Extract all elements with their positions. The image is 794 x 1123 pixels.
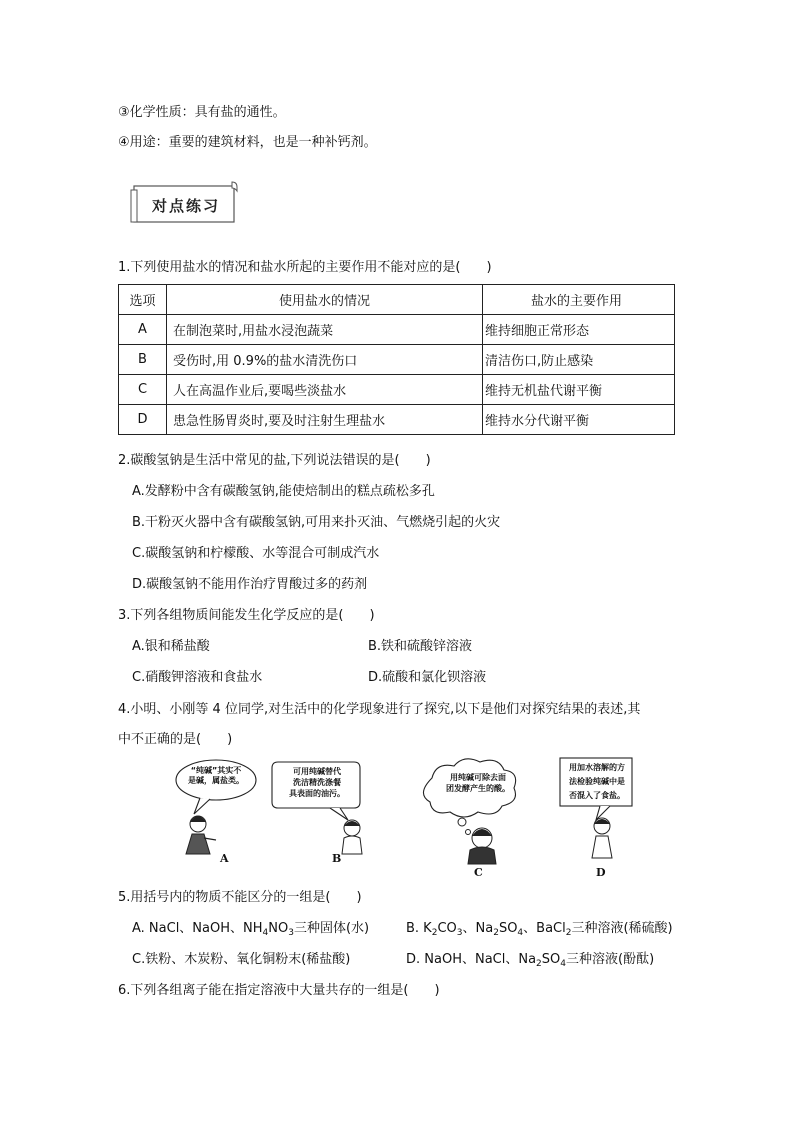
- table-row: [119, 315, 675, 345]
- table-row: [119, 345, 675, 375]
- bubble-a-text: [184, 766, 248, 786]
- q5-a-sub: 4: [262, 928, 269, 938]
- q3-stem: 3.下列各组物质间能发生化学反应的是( ): [118, 608, 375, 623]
- student-b-icon: [342, 820, 362, 854]
- q2-option-c: C.碳酸氢钠和柠檬酸、水等混合可制成汽水: [132, 546, 380, 561]
- student-d-icon: [592, 818, 612, 858]
- q5-b-part: 、Na: [462, 921, 494, 936]
- q1-table: [118, 284, 675, 435]
- q5-option-b: [406, 920, 673, 938]
- q5-b-sub: 4: [517, 928, 524, 938]
- section-title: 对点练习: [151, 196, 220, 215]
- q5-b-sub: 2: [565, 928, 572, 938]
- q5-b-part: 三种溶液(稀硫酸): [571, 921, 673, 936]
- q5-b-part: CO: [437, 921, 457, 936]
- caption-a: A: [220, 852, 229, 865]
- q2-option-d: D.碳酸氢钠不能用作治疗胃酸过多的药剂: [132, 577, 368, 592]
- bubble-c-line: 团发酵产生的酸。: [446, 784, 510, 793]
- bubble-c-text: [436, 772, 520, 794]
- q2-stem: 2.碳酸氢钠是生活中常见的盐,下列说法错误的是( ): [118, 453, 431, 468]
- table-cell: 维持水分代谢平衡: [483, 405, 675, 435]
- caption-b: B: [332, 852, 342, 865]
- table-header-cell: 盐水的主要作用: [483, 285, 675, 315]
- q5-d-sub: 4: [560, 959, 566, 969]
- student-c-icon: [468, 828, 496, 864]
- intro-line-4: ④用途：重要的建筑材料，也是一种补钙剂。: [118, 135, 377, 150]
- q3-option-d: D.硫酸和氯化钡溶液: [368, 670, 487, 685]
- table-cell: A: [119, 315, 167, 345]
- bubble-a-line: 是碱，属盐类。: [188, 776, 244, 785]
- caption-d: D: [596, 866, 606, 879]
- bubble-d-text: [562, 761, 632, 803]
- table-cell: 清洁伤口,防止感染: [483, 345, 675, 375]
- q6-stem: 6.下列各组离子能在指定溶液中大量共存的一组是( ): [118, 983, 440, 998]
- caption-c: C: [474, 866, 483, 879]
- table-cell: 在制泡菜时,用盐水浸泡蔬菜: [167, 315, 483, 345]
- q4-stem-line-2: 中不正确的是( ): [118, 732, 233, 747]
- q4-illustration: [170, 756, 690, 880]
- bubble-b-line: 具表面的油污。: [289, 789, 345, 798]
- q5-d-part: 三种溶液(酚酞): [566, 952, 655, 967]
- q2-option-a: A.发酵粉中含有碳酸氢钠,能使焙制出的糕点疏松多孔: [132, 484, 435, 499]
- q5-b-sub: 2: [431, 928, 438, 938]
- q1-stem: 1.下列使用盐水的情况和盐水所起的主要作用不能对应的是( ): [118, 260, 492, 275]
- table-cell: 维持细胞正常形态: [483, 315, 675, 345]
- q4-stem-line-1: 4.小明、小刚等 4 位同学,对生活中的化学现象进行了探究,以下是他们对探究结果的表述,其: [118, 702, 641, 717]
- q3-option-c: C.硝酸钾溶液和食盐水: [132, 670, 263, 685]
- table-cell: C: [119, 375, 167, 405]
- table-cell: 患急性肠胃炎时,要及时注射生理盐水: [167, 405, 483, 435]
- table-row: [119, 405, 675, 435]
- q5-b-sub: 3: [456, 928, 463, 938]
- student-a-icon: [186, 816, 216, 854]
- intro-line-3: ③化学性质：具有盐的通性。: [118, 105, 286, 120]
- q5-option-d: [406, 951, 654, 969]
- q5-option-a: [132, 920, 369, 938]
- section-banner: [128, 180, 240, 226]
- bubble-b-line: 洗洁精洗涤餐: [293, 778, 341, 787]
- table-header-row: [119, 285, 675, 315]
- table-cell: 维持无机盐代谢平衡: [483, 375, 675, 405]
- bubble-c-line: 用纯碱可除去面: [450, 773, 506, 782]
- q5-a-sub: 3: [288, 928, 294, 938]
- bubble-a-line: “纯碱”其实不: [190, 766, 242, 775]
- table-cell: 人在高温作业后,要喝些淡盐水: [167, 375, 483, 405]
- q5-d-part: SO: [541, 952, 561, 967]
- bubble-d-line: 法检验纯碱中是: [569, 777, 625, 786]
- q5-a-part: 三种固体(水): [293, 921, 370, 936]
- q5-b-sub: 2: [493, 928, 499, 938]
- q5-b-part: 、BaCl: [523, 921, 566, 936]
- table-cell: B: [119, 345, 167, 375]
- bubble-b-text: [276, 766, 358, 799]
- q5-d-sub: 2: [536, 959, 542, 969]
- bubble-d-line: 用加水溶解的方: [569, 763, 625, 772]
- q5-d-part: D. NaOH、NaCl、Na: [406, 952, 537, 967]
- q5-b-part: SO: [498, 921, 518, 936]
- bubble-d-line: 否混入了食盐。: [569, 791, 625, 800]
- q5-stem: 5.用括号内的物质不能区分的一组是( ): [118, 890, 362, 905]
- table-header-cell: 选项: [119, 285, 167, 315]
- q2-option-b: B.干粉灭火器中含有碳酸氢钠,可用来扑灭油、气燃烧引起的火灾: [132, 515, 501, 530]
- q3-option-b: B.铁和硫酸锌溶液: [368, 639, 473, 654]
- q5-option-c: C.铁粉、木炭粉、氧化铜粉末(稀盐酸): [132, 952, 351, 967]
- q5-b-part: B. K: [406, 921, 432, 936]
- q3-option-a: A.银和稀盐酸: [132, 639, 210, 654]
- table-cell: 受伤时,用 0.9%的盐水清洗伤口: [167, 345, 483, 375]
- table-cell: D: [119, 405, 167, 435]
- table-header-cell: 使用盐水的情况: [167, 285, 483, 315]
- table-row: [119, 375, 675, 405]
- bubble-b-line: 可用纯碱替代: [293, 767, 341, 776]
- q5-a-part: NO: [268, 921, 289, 936]
- q5-a-part: A. NaCl、NaOH、NH: [132, 921, 263, 936]
